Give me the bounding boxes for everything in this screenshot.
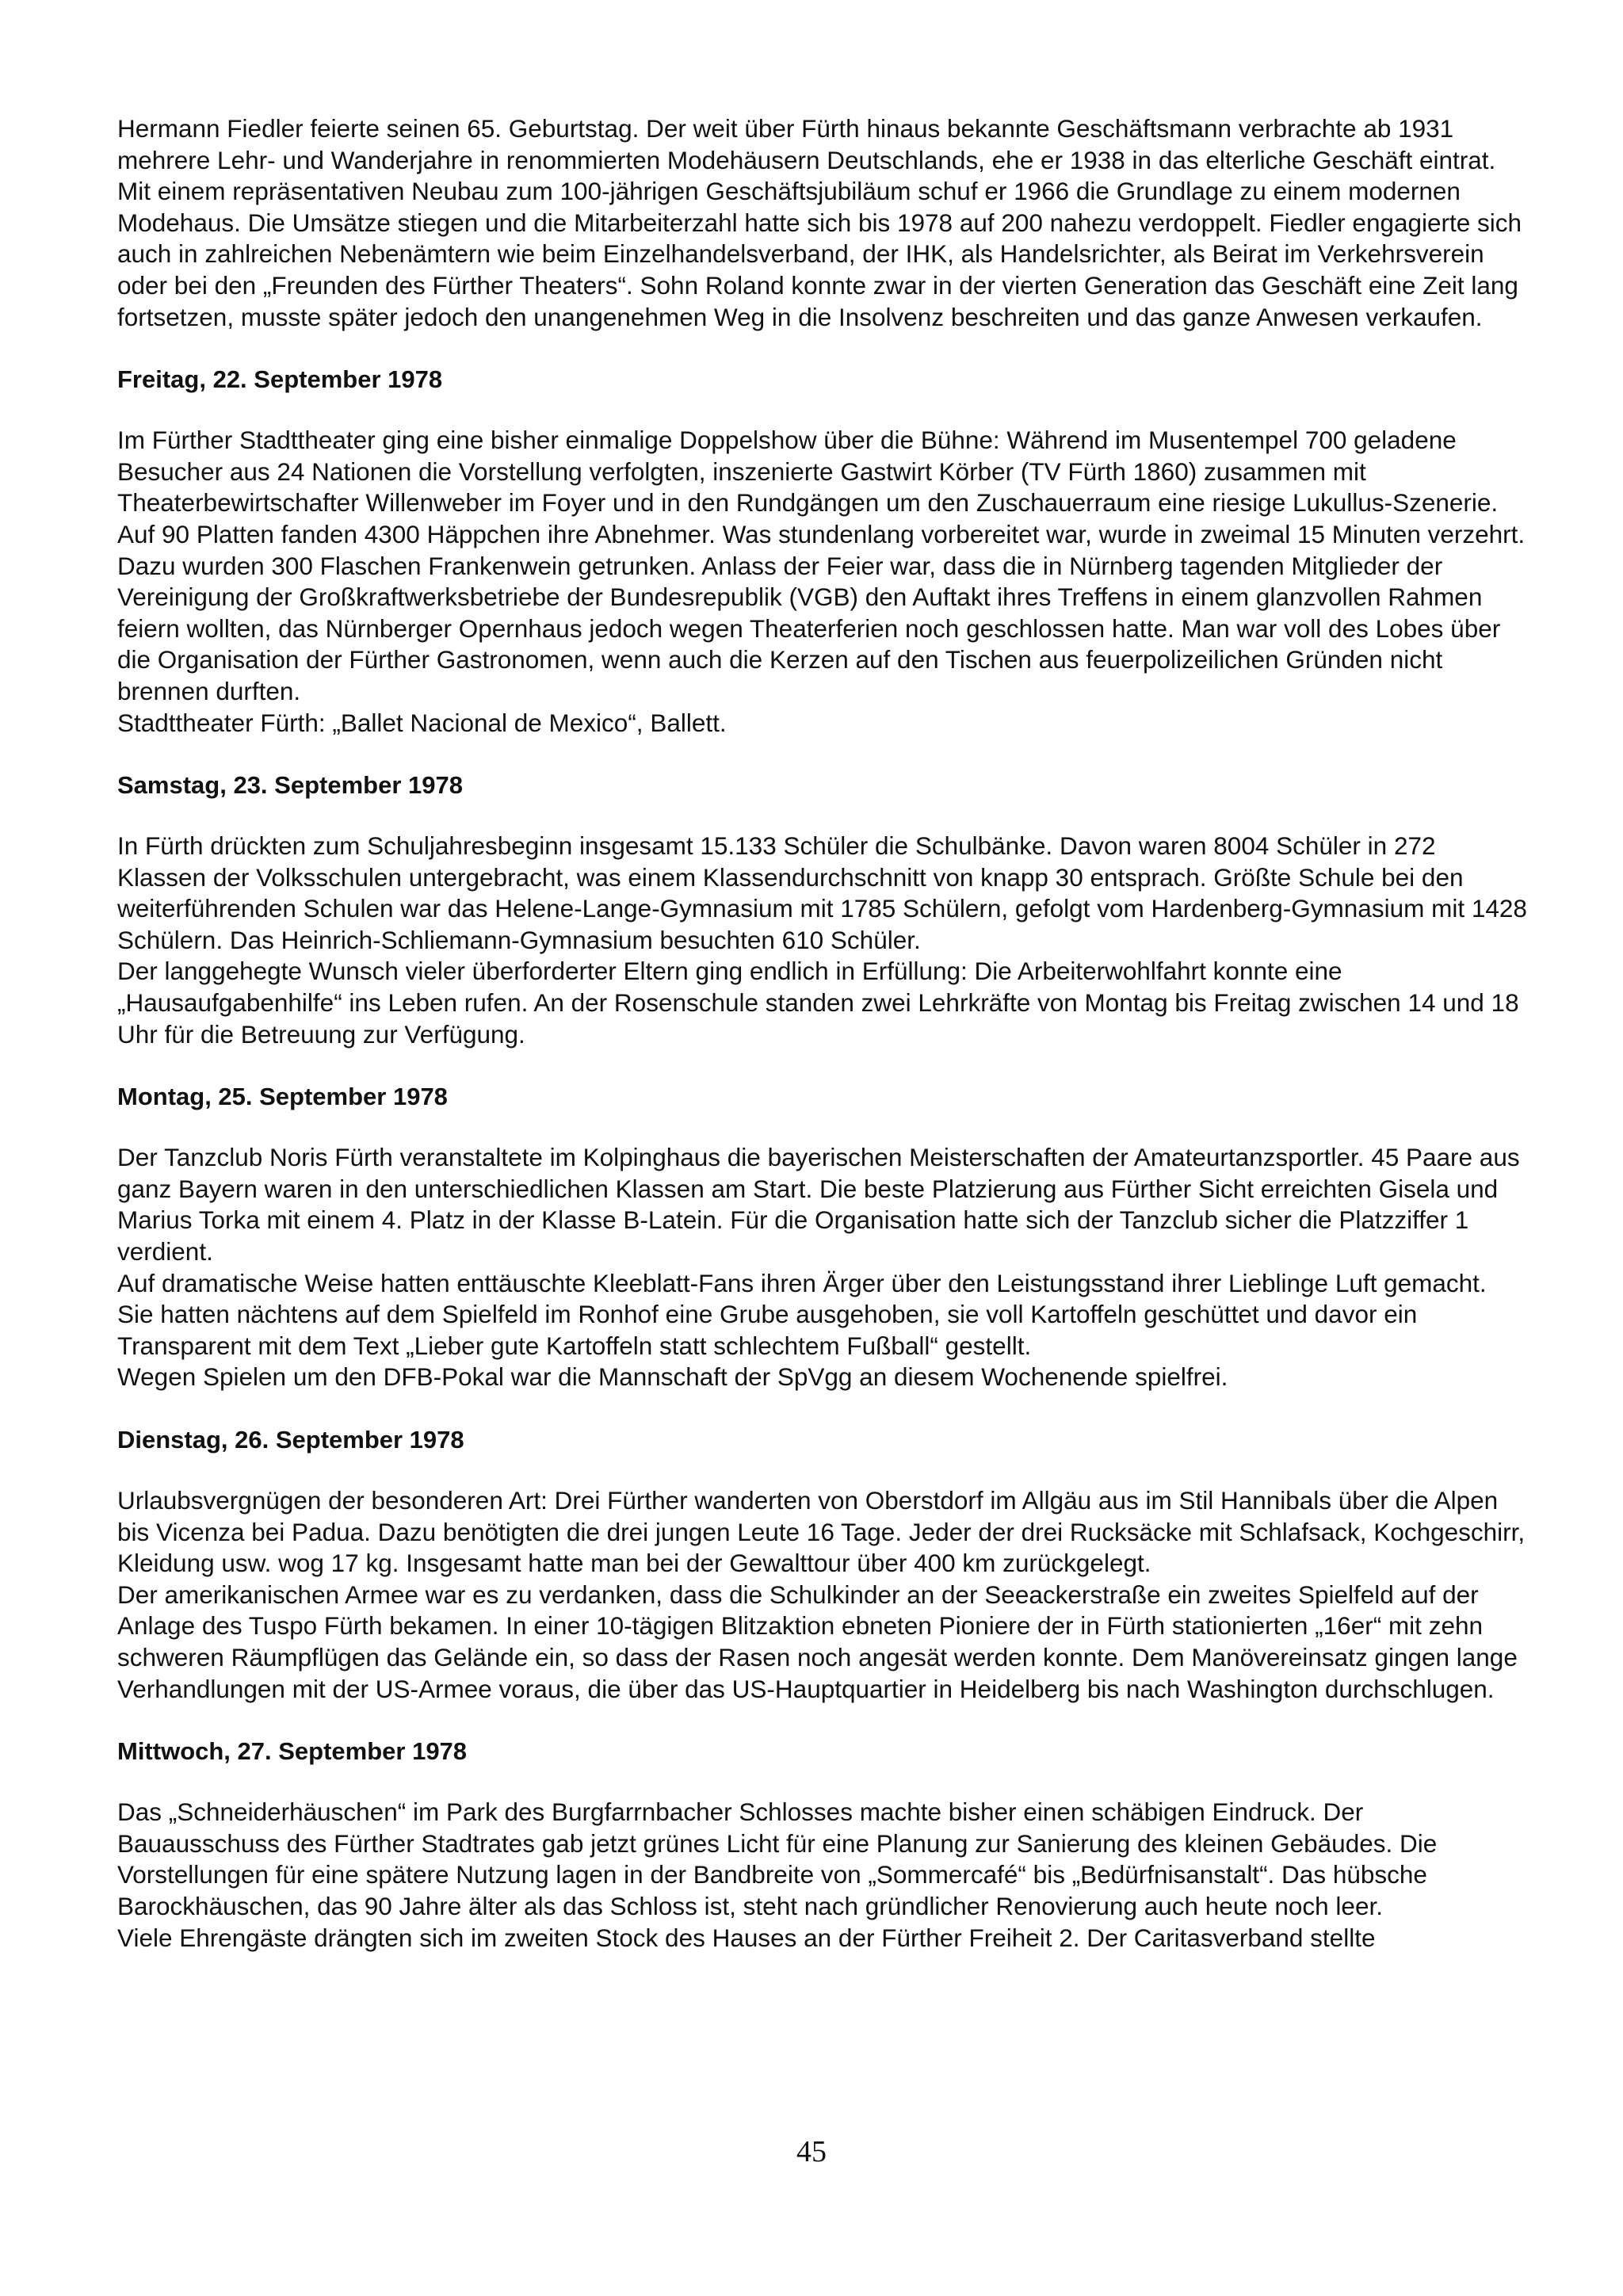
- paragraph: Das „Schneiderhäuschen“ im Park des Burgfarrnbacher Schlosses machte bisher einen schäbigen Eindruck. Der Bauausschuss des Fürther Stadtrates gab jetzt grünes Licht für eine Planung zur Sanierung des kleinen Gebäudes. Die Vorstellungen für eine spätere Nutzung lagen in der Bandbreite von „Sommercafé“ bis „Bedürfnisanstalt“. Das hübsche Barockhäuschen, das 90 Jahre älter als das Schloss ist, steht nach gründlicher Renovierung auch heute noch leer.: [117, 1797, 1438, 1920]
- document-body: [117, 113, 1528, 1954]
- entry-1978-09-25: [117, 1081, 1528, 1393]
- date-heading: Mittwoch, 27. September 1978: [117, 1737, 468, 1766]
- date-heading: Montag, 25. September 1978: [117, 1083, 448, 1111]
- paragraph: Der langgehegte Wunsch vieler überforderter Eltern ging endlich in Erfüllung: Die Arbeiterwohlfahrt konnte eine „Hausaufgabenhilfe“ ins Leben rufen. An der Rosenschule standen zwei Lehrkräfte von Montag bis Freitag zwischen 14 und 18 Uhr für die Betreuung zur Verfügung.: [117, 957, 1519, 1049]
- page-number: 45: [796, 2135, 827, 2168]
- paragraph: Im Fürther Stadttheater ging eine bisher einmalige Doppelshow über die Bühne: Während im Musentempel 700 geladene Besucher aus 24 Nationen die Vorstellung verfolgten, inszenierte Gastwirt Körber (TV Fürth 1860) zusammen mit Theaterbewirtschafter Willenweber im Foyer und in den Rundgängen um den Zuschauerraum eine riesige Lukullus-Szenerie. Auf 90 Platten fanden 4300 Häppchen ihre Abnehmer. Was stundenlang vorbereitet war, wurde in zweimal 15 Minuten verzehrt. Dazu wurden 300 Flaschen Frankenwein getrunken. Anlass der Feier war, dass die in Nürnberg tagenden Mitglieder der Vereinigung der Großkraftwerksbetriebe der Bundesrepublik (VGB) den Auftakt ihres Treffens in einem glanzvollen Rahmen feiern wollten, das Nürnberger Opernhaus jedoch wegen Theaterferien noch geschlossen hatte. Man war voll des Lobes über die Organisation der Fürther Gastronomen, wenn auch die Kerzen auf den Tischen aus feuerpolizeilichen Gründen nicht brennen durften.: [117, 426, 1526, 705]
- paragraph: Stadttheater Fürth: „Ballet Nacional de Mexico“, Ballett.: [117, 708, 727, 737]
- paragraph: Der amerikanischen Armee war es zu verdanken, dass die Schulkinder an der Seeackerstraße ein zweites Spielfeld auf der Anlage des Tuspo Fürth bekamen. In einer 10-tägigen Blitzaktion ebneten Pioniere der in Fürth stationierten „16er“ mit zehn schweren Räumpflügen das Gelände ein, so dass der Rasen noch angesät werden konnte. Dem Manövereinsatz gingen lange Verhandlungen mit der US-Armee voraus, die über das US-Hauptquartier in Heidelberg bis nach Washington durchschlugen.: [117, 1580, 1518, 1703]
- paragraph: Viele Ehrengäste drängten sich im zweiten Stock des Hauses an der Fürther Freiheit 2. Der Caritasverband stellte: [117, 1923, 1376, 1952]
- entry-1978-09-26: [117, 1424, 1528, 1705]
- entry-1978-09-23: [117, 770, 1528, 1050]
- paragraph: Urlaubsvergnügen der besonderen Art: Drei Fürther wanderten von Oberstdorf im Allgäu aus im Stil Hannibals über die Alpen bis Vicenza bei Padua. Dazu benötigten die drei jungen Leute 16 Tage. Jeder der drei Rucksäcke mit Schlafsack, Kochgeschirr, Kleidung usw. wog 17 kg. Insgesamt hatte man bei der Gewalttour über 400 km zurückgelegt.: [117, 1486, 1526, 1578]
- paragraph: Der Tanzclub Noris Fürth veranstaltete im Kolpinghaus die bayerischen Meisterschaften der Amateurtanzsportler. 45 Paare aus ganz Bayern waren in den unterschiedlichen Klassen am Start. Die beste Platzierung aus Fürther Sicht erreichten Gisela und Marius Torka mit einem 4. Platz in der Klasse B-Latein. Für die Organisation hatte sich der Tanzclub sicher die Platzziffer 1 verdient.: [117, 1143, 1520, 1266]
- entry-2022-09-22: [117, 364, 1528, 739]
- intro-paragraph: Hermann Fiedler feierte seinen 65. Geburtstag. Der weit über Fürth hinaus bekannte Geschäftsmann verbrachte ab 1931 mehrere Lehr- und Wanderjahre in renommierten Modehäusern Deutschlands, ehe er 1938 in das elterliche Geschäft eintrat. Mit einem repräsentativen Neubau zum 100-jährigen Geschäftsjubiläum schuf er 1966 die Grundlage zu einem modernen Modehaus. Die Umsätze stiegen und die Mitarbeiterzahl hatte sich bis 1978 auf 200 nahezu verdoppelt. Fiedler engagierte sich auch in zahlreichen Nebenämtern wie beim Einzelhandelsverband, der IHK, als Handelsrichter, als Beirat im Verkehrsverein oder bei den „Freunden des Fürther Theaters“. Sohn Roland konnte zwar in der vierten Generation das Geschäft eine Zeit lang fortsetzen, musste später jedoch den unangenehmen Weg in die Insolvenz beschreiten und das ganze Anwesen verkaufen.: [117, 114, 1522, 331]
- paragraph: In Fürth drückten zum Schuljahresbeginn insgesamt 15.133 Schüler die Schulbänke. Davon waren 8004 Schüler in 272 Klassen der Volksschulen untergebracht, was einem Klassendurchschnitt von knapp 30 entsprach. Größte Schule bei den weiterführenden Schulen war das Helene-Lange-Gymnasium mit 1785 Schülern, gefolgt vom Hardenberg-Gymnasium mit 1428 Schülern. Das Heinrich-Schliemann-Gymnasium besuchten 610 Schüler.: [117, 831, 1527, 954]
- paragraph: Wegen Spielen um den DFB-Pokal war die Mannschaft der SpVgg an diesem Wochenende spielfrei.: [117, 1362, 1228, 1392]
- date-heading: Dienstag, 26. September 1978: [117, 1426, 464, 1454]
- date-heading: Samstag, 23. September 1978: [117, 771, 463, 800]
- date-heading: Freitag, 22. September 1978: [117, 365, 443, 394]
- paragraph: Auf dramatische Weise hatten enttäuschte Kleeblatt-Fans ihren Ärger über den Leistungsstand ihrer Lieblinge Luft gemacht. Sie hatten nächtens auf dem Spielfeld im Ronhof eine Grube ausgehoben, sie voll Kartoffeln geschüttet und davor ein Transparent mit dem Text „Lieber gute Kartoffeln statt schlechtem Fußball“ gestellt.: [117, 1268, 1487, 1360]
- entry-1978-09-27: [117, 1736, 1528, 1954]
